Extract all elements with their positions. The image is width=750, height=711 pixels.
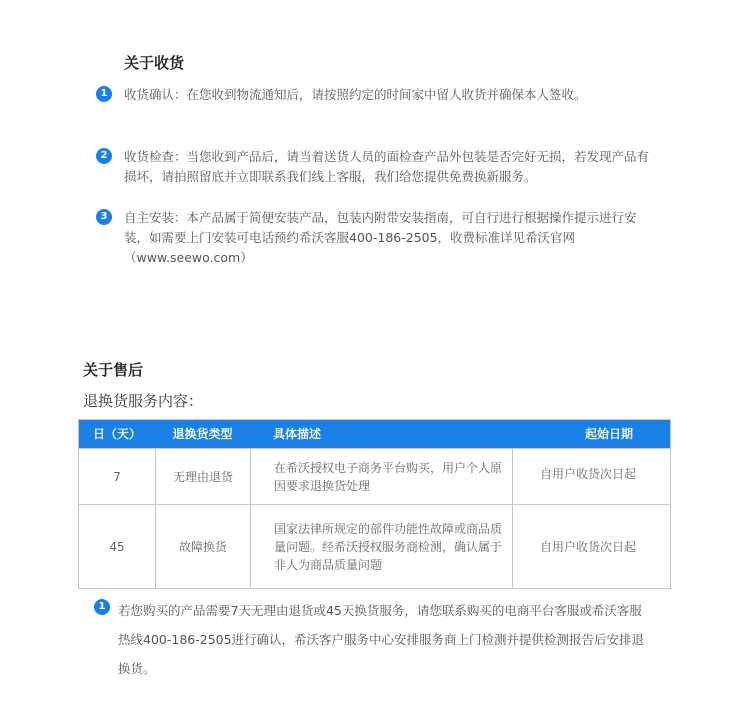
aftersale-note [94, 596, 654, 683]
receipt-item-text: 收货检查：当您收到产品后，请当着送货人员的面检查产品外包装是否完好无损，若发现产品有损坏，请拍照留底并立即联系我们线上客服，我们给您提供免费换新服务。 [124, 149, 650, 184]
header-start-date: 起始日期 [585, 427, 634, 441]
cell-description: 在希沃授权电子商务平台购买，用户个人原因要求退换货处理 [274, 460, 503, 493]
header-days: 日（天） [92, 427, 141, 441]
table-header [79, 420, 670, 448]
receipt-item-text: 收货确认：在您收到物流通知后，请按照约定的时间家中留人收货并确保本人签收。 [124, 87, 587, 102]
number-badge-icon: 2 [96, 148, 112, 164]
receipt-item [96, 208, 656, 268]
cell-days: 45 [109, 539, 125, 554]
header-description: 具体描述 [273, 427, 322, 441]
cell-start-date: 自用户收货次日起 [540, 467, 637, 481]
header-type: 退换货类型 [172, 427, 233, 441]
number-badge-icon: 1 [94, 599, 110, 615]
table-row [79, 504, 670, 588]
aftersale-subtitle: 退换货服务内容： [83, 392, 204, 410]
cell-start-date: 自用户收货次日起 [540, 539, 637, 554]
cell-days: 7 [113, 469, 121, 484]
cell-type: 无理由退货 [155, 449, 250, 504]
cell-description: 国家法律所规定的部件功能性故障或商品质量问题。经希沃授权服务商检测，确认属于非人为商品质量问题 [274, 521, 503, 572]
cell-type: 故障换货 [155, 505, 250, 588]
table-row [79, 448, 670, 504]
receipt-item-text: 自主安装：本产品属于简便安装产品，包装内附带安装指南，可自行进行根据操作提示进行安装，如需要上门安装可电话预约希沃客服400-186-2505，收费标准详见希沃官网（www.seewo.com） [124, 210, 637, 265]
note-text: 若您购买的产品需要7天无理由退货或45天换货服务，请您联系购买的电商平台客服或希沃客服热线400-186-2505进行确认，希沃客户服务中心安排服务商上门检测并提供检测报告后安排退换货。 [118, 603, 645, 676]
return-policy-table [78, 419, 671, 589]
aftersale-section-title: 关于售后 [83, 361, 144, 379]
number-badge-icon: 3 [96, 209, 112, 225]
number-badge-icon: 1 [96, 86, 112, 102]
receipt-item [96, 85, 656, 105]
receipt-section-title: 关于收货 [124, 54, 185, 72]
receipt-item [96, 147, 656, 187]
